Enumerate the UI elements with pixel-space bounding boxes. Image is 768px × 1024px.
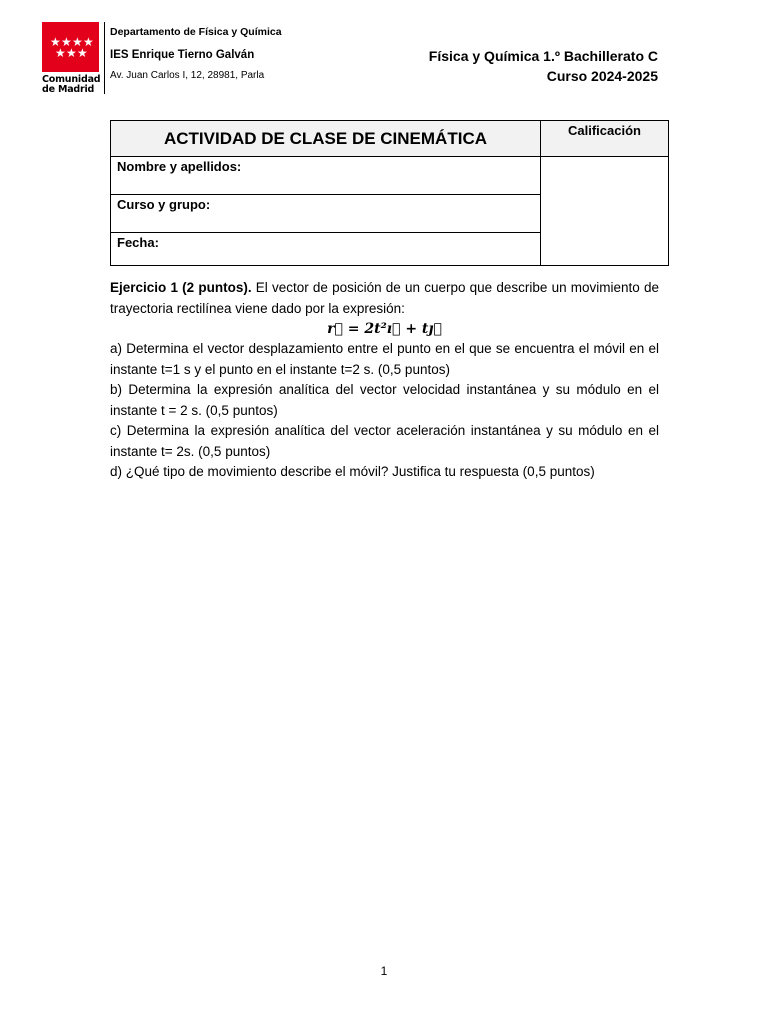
comunidad-de-madrid-logo xyxy=(42,22,100,96)
position-vector-formula: r⃗ = 2t²ı⃗ + tȷ⃗ xyxy=(327,321,442,337)
exercise-heading: Ejercicio 1 (2 puntos). xyxy=(110,280,252,295)
course-year: Curso 2024-2025 xyxy=(546,68,658,84)
name-field: Nombre y apellidos: xyxy=(111,157,541,195)
exercise-intro xyxy=(110,278,659,319)
school-address: Av. Juan Carlos I, 12, 28981, Parla xyxy=(110,70,265,81)
question-a: a) Determina el vector desplazamiento entre el punto en el que se encuentra el móvil en el instante t=1 s y el punto en el instante t=2 s. (0,5 puntos) xyxy=(110,341,659,377)
date-field: Fecha: xyxy=(111,233,541,266)
activity-title: ACTIVIDAD DE CLASE DE CINEMÁTICA xyxy=(111,121,541,157)
page-number: 1 xyxy=(380,964,388,978)
madrid-flag-icon: ★ ★ ★ ★ ★ ★ ★ xyxy=(42,22,99,72)
question-c: c) Determina la expresión analítica del vector aceleración instantánea y su módulo en el instante t= 2s. (0,5 puntos) xyxy=(110,423,659,459)
grade-header: Calificación xyxy=(541,121,669,157)
course-info xyxy=(429,46,658,86)
question-d: d) ¿Qué tipo de movimiento describe el móvil? Justifica tu respuesta (0,5 puntos) xyxy=(110,464,595,479)
group-field: Curso y grupo: xyxy=(111,195,541,233)
logo-line-2: de Madrid xyxy=(42,84,95,95)
exercise-intro-text: El vector de posición de un cuerpo que describe un movimiento de trayectoria rectilínea viene dado por la expresión: xyxy=(110,280,659,316)
department-name: Departamento de Física y Química xyxy=(110,26,282,38)
logo-text xyxy=(42,75,100,95)
logo-line-1: Comunidad xyxy=(42,74,101,85)
school-name: IES Enrique Tierno Galván xyxy=(110,49,255,61)
question-b: b) Determina la expresión analítica del vector velocidad instantánea y su módulo en el instante t = 2 s. (0,5 puntos) xyxy=(110,382,659,418)
subject-title: Física y Química 1.º Bachillerato C xyxy=(428,48,658,64)
exercise-1 xyxy=(110,278,659,483)
grade-box xyxy=(541,157,669,266)
student-info-table xyxy=(110,120,669,266)
header-divider xyxy=(104,22,105,94)
